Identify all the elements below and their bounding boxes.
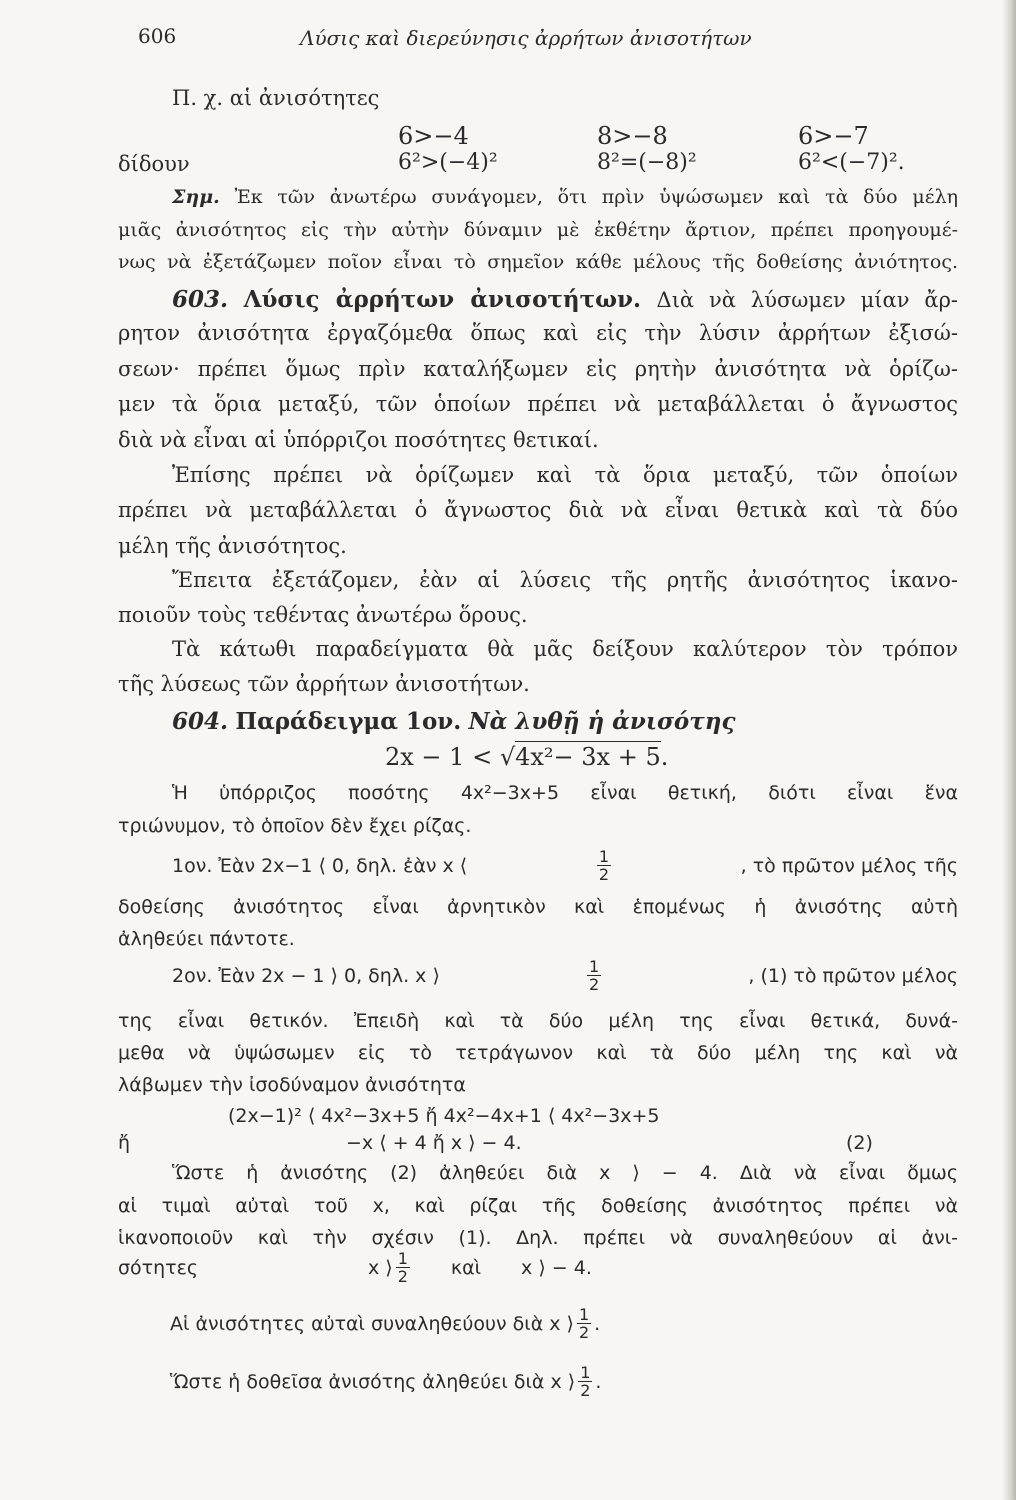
paragraph-line: μεθα νὰ ὑψώσωμεν εἰς τὸ τετράγωνον καὶ τὰ δύο μέλη της καὶ νὰ (118, 1042, 958, 1064)
case-2-line: 2ον. Ἐὰν 2x − 1 ⟩ 0, δηλ. x ⟩ $\frac{1}{2}$ , (1) τὸ πρῶτον μέλος (172, 957, 958, 994)
fraction-one-half: $\frac{1}{2}$ (578, 1305, 590, 1342)
intro-lead: Π. χ. αἱ ἀνισότητες (172, 86, 380, 110)
conclusion-1: Αἱ ἀνισότητες αὐταὶ συναληθεύουν διὰ x ⟩ $\frac{1}{2}$ . (170, 1305, 601, 1342)
section-603-number: 603. (172, 286, 229, 313)
note-label: Σημ. (172, 186, 220, 208)
equation-b-tag: (2) (846, 1132, 873, 1154)
paragraph-line: λάβωμεν τὴν ἰσοδύναμον ἀνισότητα (118, 1074, 466, 1096)
fraction-one-half: $\frac{1}{2}$ (598, 847, 610, 884)
paragraph-line: της εἶναι θετικόν. Ἐπειδὴ καὶ τὰ δύο μέλη της εἶναι θετικά, δυνά- (118, 1010, 958, 1032)
paragraph-line: δοθείσης ἀνισότητος εἶναι ἀρνητικὸν καὶ ἑπομένως ἡ ἀνισότης αὐτὴ (118, 896, 958, 918)
note-line-3: νως νὰ ἐξετάζωμεν ποῖον εἶναι τὸ σημεῖον κάθε μέλους τῆς δοθείσης ἀνιότητος. (118, 251, 958, 273)
section-603-line: Ἐπίσης πρέπει νὰ ὁρίζωμεν καὶ τὰ ὅρια μεταξύ, τῶν ὁποίων (172, 463, 958, 487)
page-number: 606 (138, 24, 177, 48)
section-604-subtitle: Νὰ λυθῇ ἡ ἀνισότης (468, 708, 736, 735)
section-603-line: τῆς λύσεως τῶν ἀρρήτων ἀνισοτήτων. (118, 672, 530, 696)
fraction-one-half: $\frac{1}{2}$ (589, 957, 600, 994)
main-inequality: 2x − 1 < √4x²− 3x + 5. (385, 743, 669, 771)
radicand: 4x²− 3x + 5 (515, 743, 661, 771)
fraction-one-half: $\frac{1}{2}$ (397, 1249, 408, 1286)
conclusion-2: Ὥστε ἡ δοθεῖσα ἀνισότης ἀληθεύει διὰ x ⟩ $\frac{1}{2}$ . (170, 1363, 602, 1400)
intro-row2-label: δίδουν (118, 152, 190, 176)
intro-square-2: 8²=(−8)² (597, 150, 697, 175)
equation-a: (2x−1)² ⟨ 4x²−3x+5 ἤ 4x²−4x+1 ⟨ 4x²−3x+5 (228, 1105, 660, 1127)
fraction-one-half: $\frac{1}{2}$ (580, 1363, 591, 1400)
intro-square-3: 6²<(−7)². (798, 150, 905, 175)
case-1-line: 1ον. Ἐὰν 2x−1 ⟨ 0, δηλ. ἐὰν x ⟨ $\frac{1}{2}$ , τὸ πρῶτον μέλος τῆς (172, 847, 958, 884)
section-603-line: διὰ νὰ εἶναι αἱ ὑπόρριζοι ποσότητες θετικαί. (118, 428, 599, 452)
section-603-line: μέλη τῆς ἀνισότητος. (118, 534, 347, 558)
paragraph-line: ἱκανοποιοῦν καὶ τὴν σχέσιν (1). Δηλ. πρέπει νὰ συναληθεύουν αἱ ἀνι- (118, 1227, 958, 1249)
note-line-1: Σημ. Ἐκ τῶν ἀνωτέρω συνάγομεν, ὅτι πρὶν ὑψώσωμεν καὶ τὰ δύο μέλη (172, 186, 958, 208)
intro-ineq-3: 6>−7 (798, 122, 869, 150)
section-603-title: Λύσις ἀρρήτων ἀνισοτήτων. (243, 286, 641, 313)
paragraph-line: Ὥστε ἡ ἀνισότης (2) ἀληθεύει διὰ x ⟩ − 4. Διὰ νὰ εἶναι ὅμως (172, 1162, 958, 1184)
section-603-line: ποιοῦν τοὺς τεθέντας ἀνωτέρω ὅρους. (118, 603, 528, 627)
section-604-heading (172, 708, 735, 735)
paragraph-line: ἀληθεύει πάντοτε. (118, 928, 295, 950)
section-603-line: πρέπει νὰ μεταβάλλεται ὁ ἄγνωστος διὰ νὰ εἶναι θετικὰ καὶ τὰ δύο (118, 498, 958, 522)
note-line-2: μιᾶς ἀνισότητος εἰς τὴν αὐτὴν δύναμιν μὲ ἐκθέτην ἄρτιον, πρέπει προηγουμέ- (118, 219, 958, 241)
section-603-line: Τὰ κάτωθι παραδείγματα θὰ μᾶς δείξουν καλύτερον τὸν τρόπον (172, 637, 958, 661)
section-603-line: ρητον ἀνισότητα ἐργαζόμεθα ὅπως καὶ εἰς τὴν λύσιν ἀρρήτων ἐξισώ- (118, 321, 958, 345)
section-603-line: Ἔπειτα ἐξετάζομεν, ἐὰν αἱ λύσεις τῆς ρητῆς ἀνισότητος ἱκανο- (172, 568, 958, 592)
section-603-line: μεν τὰ ὅρια μεταξύ, τῶν ὁποίων πρέπει νὰ μεταβάλλεται ὁ ἄγνωστος (118, 392, 958, 416)
intro-ineq-1: 6>−4 (398, 122, 469, 150)
section-604-title: Παράδειγμα 1ον. (235, 708, 462, 735)
section-604-number: 604. (172, 708, 229, 735)
equation-b: −x ⟨ + 4 ἤ x ⟩ − 4. (346, 1132, 522, 1154)
paragraph-line: Ἡ ὑπόρριζος ποσότης 4x²−3x+5 εἶναι θετική, διότι εἶναι ἕνα (172, 782, 958, 804)
intro-square-1: 6²>(−4)² (398, 150, 498, 175)
section-603-heading: 603. Λύσις ἀρρήτων ἀνισοτήτων. Διὰ νὰ λύσωμεν μίαν ἄρ- (172, 286, 959, 313)
system-line: σότητες x ⟩ $\frac{1}{2}$ καὶ x ⟩ − 4. (118, 1249, 592, 1286)
section-603-line: σεων· πρέπει ὅμως πρὶν καταλήξωμεν εἰς ρητὴν ἀνισότητα νὰ ὁρίζω- (118, 357, 958, 381)
paragraph-line: τριώνυμον, τὸ ὁποῖον δὲν ἔχει ρίζας. (118, 815, 472, 837)
page-edge-shadow (1002, 0, 1016, 1500)
equation-b-label: ἤ (118, 1132, 131, 1154)
running-title: Λύσις καὶ διερεύνησις ἀρρήτων ἀνισοτήτων (300, 26, 752, 50)
paragraph-line: αἱ τιμαὶ αὐταὶ τοῦ x, καὶ ρίζαι τῆς δοθείσης ἀνισότητος πρέπει νὰ (118, 1195, 958, 1217)
intro-ineq-2: 8>−8 (597, 122, 668, 150)
